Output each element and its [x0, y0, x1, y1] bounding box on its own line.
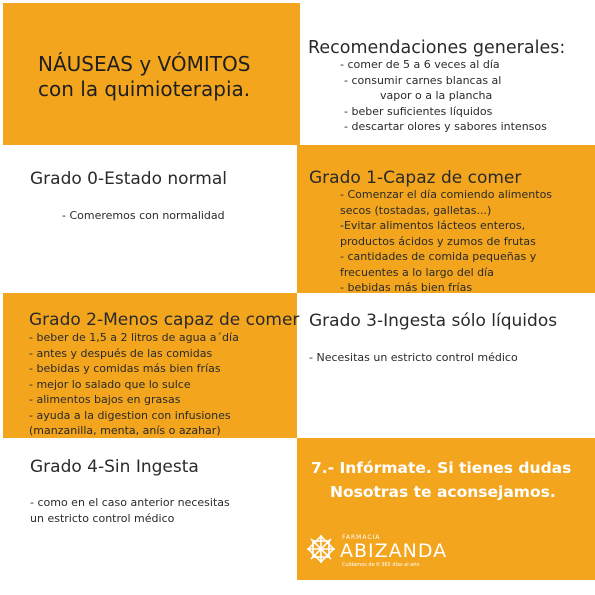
grado0-list: [62, 208, 225, 224]
list-item: -Evitar alimentos lácteos enteros,: [340, 219, 526, 232]
logo-tagline: Cuidamos de ti 365 días al año: [342, 562, 420, 568]
list-item: un estricto control médico: [30, 511, 175, 525]
final-line2: Nosotras te aconsejamos.: [330, 483, 556, 501]
list-item: - Necesitas un estricto control médico: [309, 351, 518, 364]
logo-name: ABIZANDA: [340, 540, 448, 562]
list-item: - ayuda a la digestion con infusiones: [29, 408, 231, 422]
list-item: vapor o a la plancha: [380, 89, 493, 102]
grado2-heading: Grado 2-Menos capaz de comer: [29, 310, 300, 330]
grado3-heading: Grado 3-Ingesta sólo líquidos: [309, 311, 558, 331]
grado1-list: [340, 187, 552, 296]
list-item: - bebidas y comidas más bien frías: [29, 362, 221, 375]
list-item: secos (tostadas, galletas...): [340, 203, 492, 217]
final-message: [311, 456, 571, 504]
list-item: - consumir carnes blancas al: [344, 73, 502, 87]
main-title: [38, 52, 250, 102]
list-item: - comer de 5 a 6 veces al día: [340, 58, 500, 71]
grado2-list: [29, 330, 239, 439]
list-item: - antes y después de las comidas: [29, 346, 213, 360]
list-item: - Comeremos con normalidad: [62, 209, 225, 222]
list-item: - alimentos bajos en grasas: [29, 393, 181, 406]
logo-small-text: FARMACIA: [342, 534, 381, 541]
grado4-heading: Grado 4-Sin Ingesta: [30, 457, 199, 477]
list-item: productos ácidos y zumos de frutas: [340, 234, 536, 248]
final-line1: 7.- Infórmate. Si tienes dudas: [311, 459, 572, 477]
list-item: - Comenzar el día comiendo alimentos: [340, 188, 553, 201]
recomendaciones-heading: Recomendaciones generales:: [308, 38, 566, 58]
grado3-list: [309, 350, 518, 366]
list-item: - bebidas más bien frías: [340, 281, 473, 294]
list-item: - como en el caso anterior necesitas: [30, 496, 230, 509]
grado0-heading: Grado 0-Estado normal: [30, 169, 227, 189]
list-item: - descartar olores y sabores intensos: [344, 120, 547, 133]
grado1-heading: Grado 1-Capaz de comer: [309, 168, 522, 188]
pharmacy-logo: [306, 532, 476, 568]
list-item: - cantidades de comida pequeñas y: [340, 250, 537, 263]
list-item: - beber de 1,5 a 2 litros de agua a´día: [29, 331, 239, 344]
main-title-line2: con la quimioterapia.: [38, 77, 251, 101]
list-item: frecuentes a lo largo del día: [340, 265, 494, 279]
recomendaciones-list: [340, 57, 547, 135]
grado4-list: [30, 495, 230, 526]
main-title-line1: NÁUSEAS y VÓMITOS: [38, 52, 251, 76]
list-item: - beber suficientes líquidos: [344, 104, 493, 118]
list-item: (manzanilla, menta, anís o azahar): [29, 424, 221, 437]
list-item: - mejor lo salado que lo sulce: [29, 377, 191, 391]
star-pattern-icon: [306, 534, 336, 564]
